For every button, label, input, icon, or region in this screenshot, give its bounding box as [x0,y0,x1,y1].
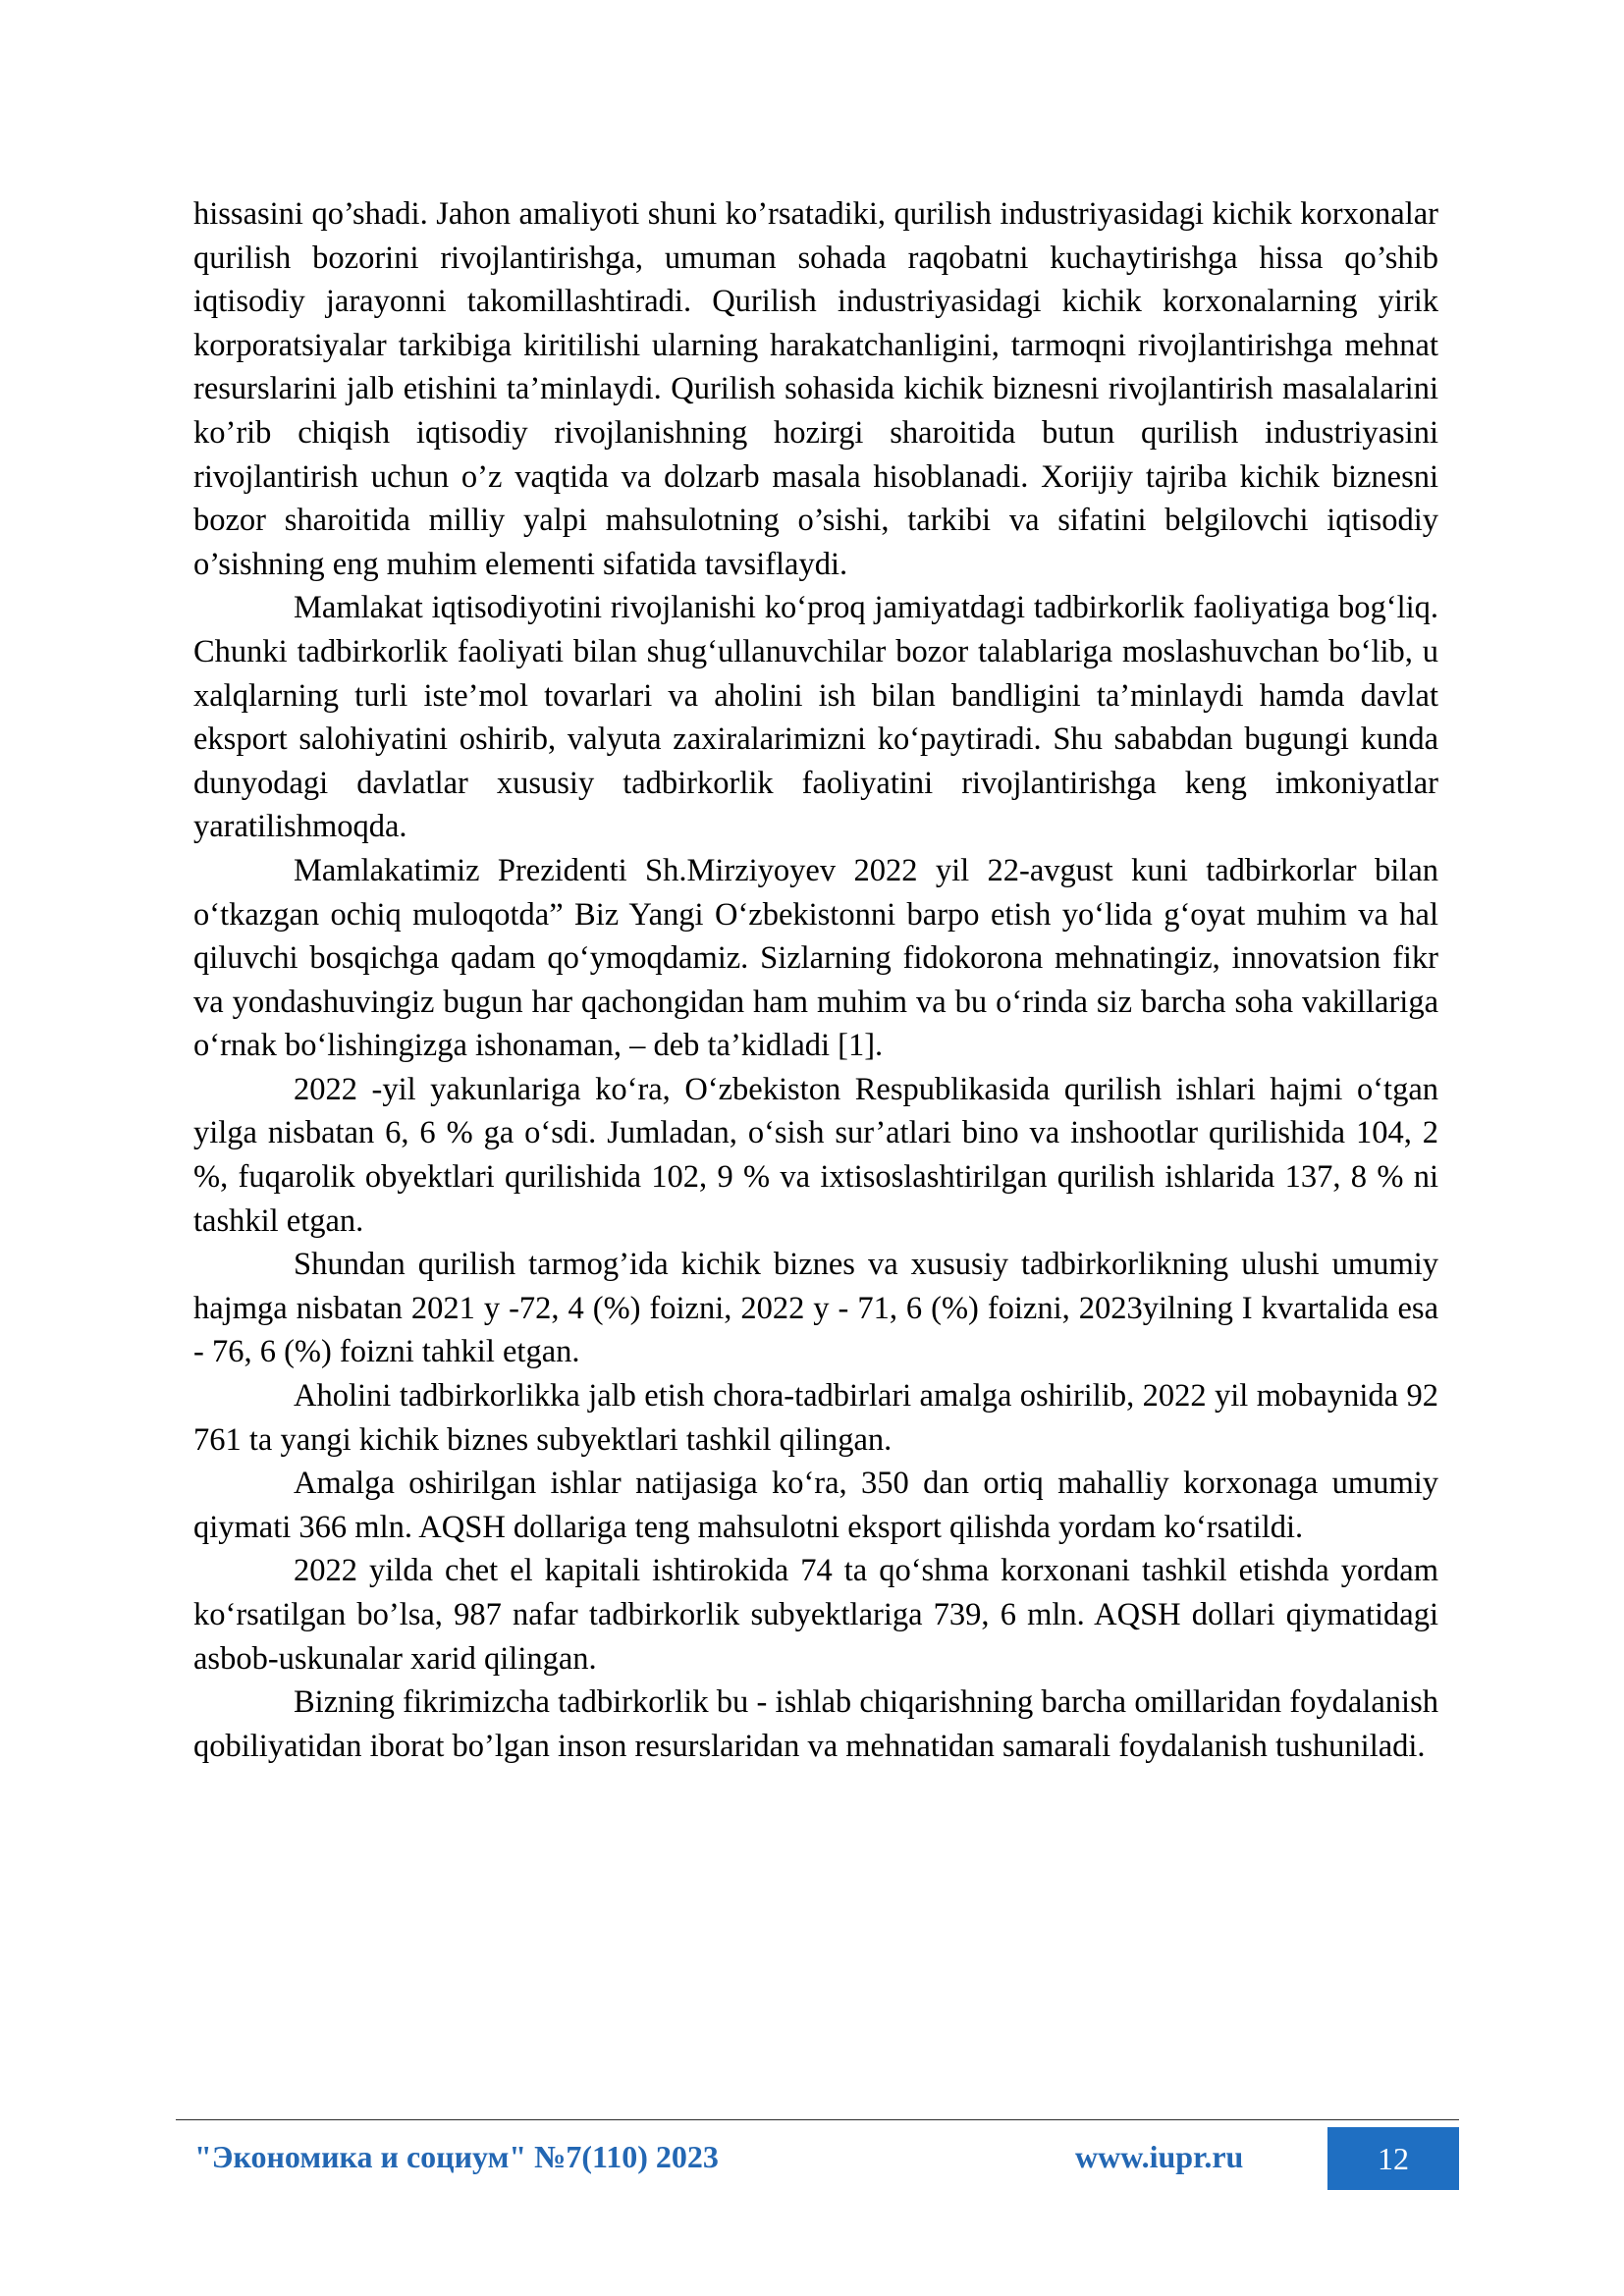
paragraph-1: hissasini qo’shadi. Jahon amaliyoti shuni ko’rsatadiki, qurilish industriyasidagi kichik korxonalar qurilish bozorini rivojlantirishga, umuman sohada raqobatni kuchaytirishga hissa qo’shib iqtisodiy jarayonni takomillashtiradi. Qurilish industriyasidagi kichik korxonalarning yirik korporatsiyalar tarkibiga kiritilishi ularning harakatchanligini, tarmoqni rivojlantirishga mehnat resurslarini jalb etishini ta’minlaydi. Qurilish sohasida kichik biznesni rivojlantirish masalalarini ko’rib chiqish iqtisodiy rivojlanishning hozirgi sharoitida butun qurilish industriyasini rivojlantirish uchun o’z vaqtida va dolzarb masala hisoblanadi. Xorijiy tajriba kichik biznesni bozor sharoitida milliy yalpi mahsulotning o’sishi, tarkibi va sifatini belgilovchi iqtisodiy o’sishning eng muhim elementi sifatida tavsiflaydi. [193,196,1438,582]
paragraph-9: Bizning fikrimizcha tadbirkorlik bu - ishlab chiqarishning barcha omillaridan foydalanish qobiliyatidan iborat bo’lgan inson resurslaridan va mehnatidan samarali foydalanish tushuniladi. [193,1684,1438,1764]
page-number: 12 [1378,2140,1409,2176]
paragraph-5: Shundan qurilish tarmog’ida kichik biznes va xususiy tadbirkorlikning ulushi umumiy hajmga nisbatan 2021 y -72, 4 (%) foizni, 2022 y - 71, 6 (%) foizni, 2023yilning I kvartalida esa - 76, 6 (%) foizni tahkil etgan. [193,1247,1438,1370]
paragraph-7: Amalga oshirilgan ishlar natijasiga ko‘ra, 350 dan ortiq mahalliy korxonaga umumiy qiymati 366 mln. AQSH dollariga teng mahsulotni eksport qilishda yordam ko‘rsatildi. [193,1466,1438,1545]
paragraph-6: Aholini tadbirkorlikka jalb etish chora-tadbirlari amalga oshirilib, 2022 yil mobaynida 92 761 ta yangi kichik biznes subyektlari tashkil qilingan. [193,1378,1438,1458]
paragraph-2: Mamlakat iqtisodiyotini rivojlanishi ko‘proq jamiyatdagi tadbirkorlik faoliyatiga bog‘liq. Chunki tadbirkorlik faoliyati bilan shug‘ullanuvchilar bozor talablariga moslashuvchan bo‘lib, u xalqlarning turli iste’mol tovarlari va aholini ish bilan bandligini ta’minlaydi hamda davlat eksport salohiyatini oshirib, valyuta zaxiralarimizni ko‘paytiradi. Shu sababdan bugungi kunda dunyodagi davlatlar xususiy tadbirkorlik faoliyatini rivojlantirishga keng imkoniyatlar yaratilishmoqda. [193,590,1438,845]
article-body [193,192,1438,1768]
paragraph-8: 2022 yilda chet el kapitali ishtirokida 74 ta qo‘shma korxonani tashkil etishda yordam ko‘rsatilgan bo’lsa, 987 nafar tadbirkorlik subyektlariga 739, 6 mln. AQSH dollari qiymatidagi asbob-uskunalar xarid qilingan. [193,1553,1438,1677]
footer-divider [176,2119,1459,2120]
paragraph-3: Mamlakatimiz Prezidenti Sh.Mirziyoyev 2022 yil 22-avgust kuni tadbirkorlar bilan o‘tkazgan ochiq muloqotda” Biz Yangi O‘zbekistonni barpo etish yo‘lida g‘oyat muhim va hal qiluvchi bosqichga qadam qo‘ymoqdamiz. Sizlarning fidokorona mehnatingiz, innovatsion fikr va yondashuvingiz bugun har qachongidan ham muhim va bu o‘rinda siz barcha soha vakillariga o‘rnak bo‘lishingizga ishonaman, – deb ta’kidladi [1]. [193,852,1438,1064]
website-link[interactable]: www.iupr.ru [1075,2139,1244,2174]
journal-title: "Экономика и социум" №7(110) 2023 [194,2139,719,2174]
paragraph-4: 2022 -yil yakunlariga ko‘ra, O‘zbekiston Respublikasida qurilish ishlari hajmi o‘tgan yilga nisbatan 6, 6 % ga o‘sdi. Jumladan, o‘sish sur’atlari bino va inshootlar qurilishida 104, 2 %, fuqarolik obyektlari qurilishida 102, 9 % va ixtisoslashtirilgan qurilish ishlarida 137, 8 % ni tashkil etgan. [193,1071,1438,1239]
page-footer [177,2127,1459,2190]
page-number-badge [1327,2127,1459,2190]
